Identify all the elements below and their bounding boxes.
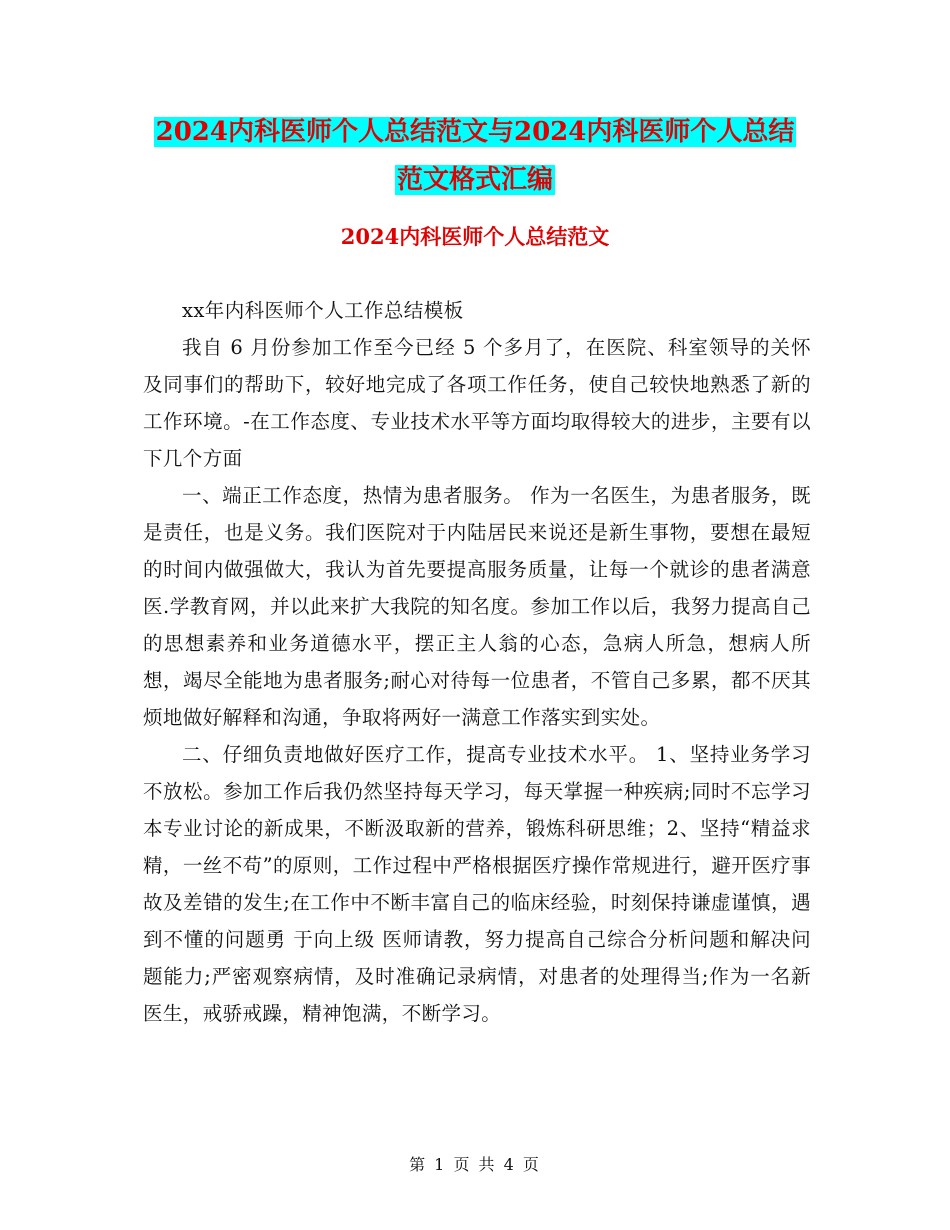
document-title — [0, 112, 950, 208]
section-title: 2024内科医师个人总结范文 — [340, 224, 610, 249]
paragraph-section-two: 二、仔细负责地做好医疗工作，提高专业技术水平。 1、坚持业务学习不放松。参加工作后我仍然坚持每天学习，每天掌握一种疾病;同时不忘学习本专业讨论的新成果，不断汲取新的营养，锻炼科研思维；2、坚持“精益求精，一丝不苟”的原则，工作过程中严格根据医疗操作常规进行，避开医疗事故及差错的发生;在工作中不断丰富自己的临床经验，时刻保持谦虚谨慎，遇到不懂的问题勇 于向上级 医师请教，努力提高自己综合分析问题和解决问题能力;严密观察病情，及时准确记录病情，对患者的处理得当;作为一名新医生，戒骄戒躁，精神饱满，不断学习。 — [143, 743, 811, 1025]
paragraph-heading: xx年内科医师个人工作总结模板 — [182, 299, 464, 322]
page-footer: 第 1 页 共 4 页 — [409, 1155, 541, 1174]
paragraph-intro: 我自 6 月份参加工作至今已经 5 个多月了，在医院、科室领导的关怀及同事们的帮助下，较好地完成了各项工作任务，使自己较快地熟悉了新的工作环境。-在工作态度、专业技术水平等方面均取得较大的进步，主要有以下几个方面 — [143, 336, 811, 470]
document-body — [143, 292, 811, 1032]
title-line-1: 2024内科医师个人总结范文与2024内科医师个人总结 — [155, 117, 795, 147]
paragraph-section-one: 一、端正工作态度，热情为患者服务。 作为一名医生，为患者服务，既是责任，也是义务。我们医院对于内陆居民来说还是新生事物，要想在最短的时间内做强做大，我认为首先要提高服务质量，让每一个就诊的患者满意医.学教育网，并以此来扩大我院的知名度。参加工作以后，我努力提高自己的思想素养和业务道德水平，摆正主人翁的心态，急病人所急，想病人所想，竭尽全能地为患者服务;耐心对待每一位患者，不管自己多累，都不厌其烦地做好解释和沟通，争取将两好一满意工作落实到实处。 — [143, 484, 811, 729]
title-line-2: 范文格式汇编 — [396, 165, 553, 195]
